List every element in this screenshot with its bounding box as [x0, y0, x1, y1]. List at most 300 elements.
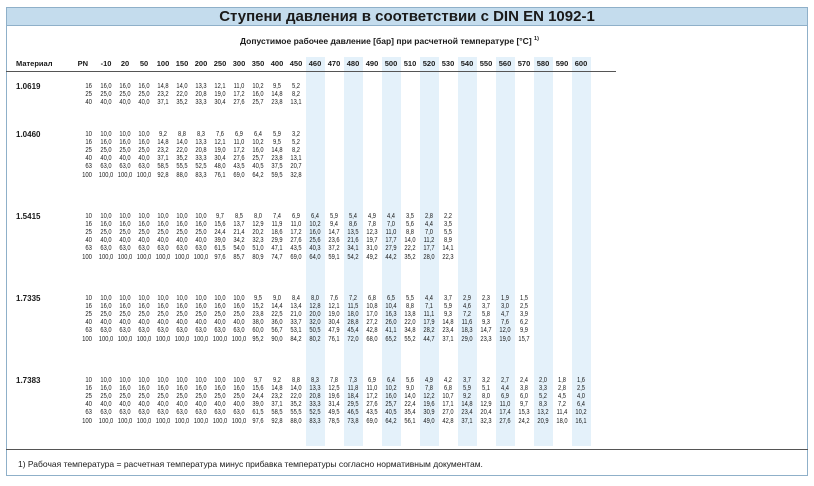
pressure-value: 10,0: [157, 377, 169, 384]
pressure-value: 37,1: [271, 401, 283, 409]
pressure-value: 34,1: [347, 245, 359, 253]
pressure-value: 97,6: [252, 417, 264, 425]
pressure-value: 4,9: [425, 377, 433, 384]
pressure-value: 18,6: [271, 229, 283, 237]
pressure-value: 16,0: [195, 221, 207, 229]
pressure-value: 33,7: [290, 319, 302, 327]
pressure-value: 12,3: [366, 229, 378, 237]
pressure-value: 61,5: [214, 245, 226, 253]
pressure-value: 4,4: [425, 295, 433, 302]
pressure-value: 100,0: [98, 171, 114, 179]
pressure-value: 95,2: [252, 335, 264, 343]
pressure-value: 40,0: [233, 401, 245, 409]
header-temp: 470: [327, 59, 341, 68]
pn-value: 100: [82, 253, 92, 261]
pressure-value: 9,2: [463, 393, 471, 401]
header-temp: 570: [517, 59, 531, 68]
pressure-value: 7,4: [273, 213, 281, 220]
pressure-value: 7,0: [387, 221, 395, 229]
pressure-value: 8,2: [292, 147, 300, 155]
pressure-value: 11,0: [499, 401, 511, 409]
pressure-value: 10,0: [176, 377, 188, 384]
pressure-value: 13,2: [537, 409, 549, 417]
pressure-value: 19,0: [214, 147, 226, 155]
pressure-value: 10,0: [157, 213, 169, 220]
pressure-value: 8,5: [235, 213, 243, 220]
pressure-value: 7,2: [463, 311, 471, 319]
pressure-value: 40,0: [138, 155, 150, 163]
pressure-value: 63,0: [119, 327, 131, 335]
pressure-value: 39,0: [214, 237, 226, 245]
pressure-value: 9,0: [273, 295, 281, 302]
pressure-value: 36,0: [271, 319, 283, 327]
pressure-value: 7,8: [368, 221, 376, 229]
pn-value: 10: [85, 131, 92, 138]
pressure-value: 6,4: [387, 377, 395, 384]
pressure-value: 10,0: [119, 295, 131, 302]
pressure-value: 16,0: [195, 303, 207, 311]
pressure-value: 25,7: [252, 155, 264, 163]
pressure-value: 30,4: [328, 319, 340, 327]
pressure-value: 3,5: [444, 221, 452, 229]
pressure-value: 10,0: [176, 213, 188, 220]
pn-value: 16: [85, 303, 92, 311]
header-temp: 560: [498, 59, 512, 68]
pressure-value: 2,5: [577, 385, 585, 393]
pressure-value: 30,4: [214, 99, 226, 107]
pressure-value: 6,0: [520, 393, 528, 401]
pressure-value: 42,8: [442, 417, 454, 425]
pressure-value: 40,0: [100, 401, 112, 409]
pressure-value: 76,1: [214, 171, 226, 179]
pressure-value: 14,0: [290, 385, 302, 393]
pn-value: 10: [85, 295, 92, 302]
header-temp: 530: [441, 59, 455, 68]
pressure-value: 12,0: [499, 327, 511, 335]
pn-value: 63: [85, 409, 92, 417]
material-label: 1.5415: [16, 212, 41, 221]
pressure-value: 18,0: [556, 417, 568, 425]
pressure-value: 100,0: [212, 335, 228, 343]
pressure-value: 63,0: [138, 409, 150, 417]
pressure-value: 40,0: [100, 155, 112, 163]
pressure-value: 12,1: [328, 303, 340, 311]
pressure-value: 10,0: [233, 295, 245, 302]
pressure-value: 10,0: [195, 377, 207, 384]
pressure-value: 16,0: [157, 385, 169, 393]
pressure-value: 80,9: [252, 253, 264, 261]
pn-value: 25: [85, 311, 92, 319]
header-temp: 490: [365, 59, 379, 68]
pressure-value: 28,8: [347, 319, 359, 327]
pressure-value: 5,2: [539, 393, 547, 401]
pressure-value: 5,5: [406, 295, 414, 302]
pressure-value: 27,9: [385, 245, 397, 253]
pressure-value: 14,0: [404, 237, 416, 245]
pressure-value: 16,1: [575, 417, 587, 425]
pressure-value: 9,5: [273, 83, 281, 90]
pressure-value: 16,0: [119, 83, 131, 90]
pressure-value: 10,0: [119, 213, 131, 220]
pressure-value: 7,1: [425, 303, 433, 311]
pressure-value: 4,2: [444, 377, 452, 384]
pressure-value: 12,2: [423, 393, 435, 401]
pressure-value: 100,0: [174, 417, 190, 425]
pressure-value: 85,7: [233, 253, 245, 261]
pressure-value: 19,7: [366, 237, 378, 245]
pressure-value: 8,2: [292, 91, 300, 99]
pressure-value: 23,6: [328, 237, 340, 245]
pressure-value: 9,5: [273, 139, 281, 147]
pressure-value: 54,2: [347, 253, 359, 261]
pressure-value: 40,0: [138, 99, 150, 107]
pressure-value: 52,5: [309, 409, 321, 417]
pn-value: 100: [82, 171, 92, 179]
pressure-value: 23,8: [271, 155, 283, 163]
pressure-value: 9,2: [159, 131, 167, 138]
pressure-value: 23,8: [271, 99, 283, 107]
pressure-value: 35,2: [176, 155, 188, 163]
pressure-value: 25,0: [195, 393, 207, 401]
pn-value: 40: [85, 319, 92, 327]
pressure-value: 10,0: [195, 295, 207, 302]
pressure-value: 40,0: [157, 401, 169, 409]
pressure-value: 25,0: [157, 311, 169, 319]
pressure-value: 11,0: [385, 229, 397, 237]
pressure-value: 8,4: [292, 295, 300, 302]
pressure-value: 16,0: [176, 303, 188, 311]
pressure-value: 38,0: [252, 319, 264, 327]
pressure-value: 63,0: [176, 327, 188, 335]
pressure-value: 10,0: [119, 377, 131, 384]
header-temp: 50: [139, 59, 149, 68]
pressure-value: 4,4: [501, 385, 509, 393]
pressure-value: 3,9: [520, 311, 528, 319]
pressure-value: 17,2: [233, 91, 245, 99]
pressure-value: 5,6: [406, 221, 414, 229]
pressure-value: 22,3: [442, 253, 454, 261]
pressure-value: 7,6: [216, 131, 224, 138]
pressure-value: 92,8: [271, 417, 283, 425]
pressure-value: 9,5: [254, 295, 262, 302]
pressure-value: 17,9: [423, 319, 435, 327]
pressure-value: 35,4: [404, 409, 416, 417]
pressure-value: 10,0: [138, 131, 150, 138]
pressure-value: 63,0: [195, 327, 207, 335]
pressure-value: 100,0: [136, 171, 152, 179]
pressure-value: 23,4: [442, 327, 454, 335]
pressure-value: 88,0: [290, 417, 302, 425]
pressure-value: 13,1: [290, 99, 302, 107]
pressure-value: 100,0: [117, 417, 133, 425]
header-temp: 250: [213, 59, 227, 68]
pressure-value: 10,0: [100, 295, 112, 302]
pressure-value: 100,0: [98, 335, 114, 343]
pressure-value: 37,1: [157, 99, 169, 107]
pressure-value: 100,0: [174, 253, 190, 261]
footnote: 1) Рабочая температура = расчетная температура минус прибавка температуры согласно нормативным документам.: [18, 459, 483, 469]
pressure-value: 8,3: [311, 377, 319, 384]
pressure-value: 59,5: [271, 171, 283, 179]
pressure-value: 3,2: [482, 377, 490, 384]
pressure-value: 21,4: [233, 229, 245, 237]
header-temp: 500: [384, 59, 398, 68]
pressure-value: 12,1: [214, 139, 226, 147]
pressure-value: 25,0: [214, 393, 226, 401]
pressure-value: 5,5: [444, 229, 452, 237]
pressure-value: 40,0: [119, 237, 131, 245]
pressure-value: 13,4: [290, 303, 302, 311]
pressure-value: 41,1: [385, 327, 397, 335]
pressure-value: 40,0: [100, 237, 112, 245]
pressure-value: 14,4: [271, 303, 283, 311]
pressure-value: 25,0: [119, 91, 131, 99]
pn-value: 40: [85, 155, 92, 163]
pressure-value: 63,0: [195, 245, 207, 253]
pressure-value: 60,0: [252, 327, 264, 335]
pressure-value: 16,0: [195, 385, 207, 393]
pressure-value: 6,5: [387, 295, 395, 302]
pressure-value: 15,3: [518, 409, 530, 417]
pressure-value: 2,0: [539, 377, 547, 384]
pressure-value: 100,0: [193, 253, 209, 261]
pressure-value: 63,0: [119, 409, 131, 417]
pressure-value: 11,4: [556, 409, 568, 417]
pn-value: 16: [85, 221, 92, 229]
pressure-value: 17,2: [366, 393, 378, 401]
pressure-value: 2,8: [558, 385, 566, 393]
pn-value: 63: [85, 163, 92, 171]
pressure-value: 40,0: [157, 237, 169, 245]
pressure-value: 59,1: [328, 253, 340, 261]
pressure-value: 2,2: [444, 213, 452, 220]
pressure-value: 13,7: [233, 221, 245, 229]
pressure-value: 42,8: [366, 327, 378, 335]
pressure-value: 10,0: [100, 131, 112, 138]
pressure-value: 63,0: [214, 409, 226, 417]
pressure-value: 16,3: [385, 311, 397, 319]
pressure-value: 16,0: [252, 91, 264, 99]
material-label: 1.0619: [16, 82, 41, 91]
pressure-value: 13,3: [195, 83, 207, 90]
pressure-value: 72,0: [347, 335, 359, 343]
pressure-value: 46,5: [347, 409, 359, 417]
pressure-value: 20,2: [252, 229, 264, 237]
pressure-value: 40,0: [138, 319, 150, 327]
pressure-value: 8,8: [178, 131, 186, 138]
pressure-value: 83,3: [309, 417, 321, 425]
pressure-value: 2,8: [425, 213, 433, 220]
pressure-value: 16,0: [119, 221, 131, 229]
pn-value: 40: [85, 401, 92, 409]
pressure-value: 16,0: [214, 385, 226, 393]
pressure-value: 100,0: [155, 417, 171, 425]
pressure-value: 11,1: [423, 311, 435, 319]
pressure-value: 18,0: [347, 311, 359, 319]
header-temp: 600: [574, 59, 588, 68]
pressure-value: 80,2: [309, 335, 321, 343]
pressure-value: 10,2: [252, 83, 264, 90]
pressure-value: 100,0: [117, 335, 133, 343]
pressure-value: 100,0: [155, 253, 171, 261]
pressure-value: 25,0: [157, 393, 169, 401]
pressure-value: 25,6: [309, 237, 321, 245]
pressure-value: 5,4: [349, 213, 357, 220]
pressure-value: 7,2: [349, 295, 357, 302]
pressure-value: 1,8: [558, 377, 566, 384]
pressure-value: 40,0: [195, 319, 207, 327]
pressure-value: 11,0: [233, 139, 245, 147]
table-subtitle: [240, 35, 640, 47]
pressure-value: 16,0: [119, 385, 131, 393]
pressure-value: 10,0: [100, 377, 112, 384]
pressure-value: 32,0: [309, 319, 321, 327]
pressure-value: 8,0: [254, 213, 262, 220]
pressure-value: 27,6: [290, 237, 302, 245]
pressure-value: 25,0: [138, 147, 150, 155]
pressure-value: 15,6: [252, 385, 264, 393]
pressure-value: 16,0: [138, 83, 150, 90]
subtitle-text: Допустимое рабочее давление [бар] при расчетной температуре [°С]: [240, 36, 532, 46]
pressure-value: 14,1: [442, 245, 454, 253]
pressure-value: 27,0: [442, 409, 454, 417]
pressure-value: 16,0: [138, 303, 150, 311]
pressure-value: 11,5: [347, 303, 359, 311]
pressure-value: 16,0: [138, 139, 150, 147]
pressure-value: 22,0: [176, 91, 188, 99]
pressure-value: 10,8: [366, 303, 378, 311]
header-pn: PN: [77, 59, 88, 68]
pressure-value: 3,7: [482, 303, 490, 311]
pressure-value: 63,0: [100, 163, 112, 171]
pressure-value: 56,7: [271, 327, 283, 335]
pressure-value: 6,4: [254, 131, 262, 138]
pressure-value: 25,0: [195, 311, 207, 319]
pressure-value: 25,0: [119, 147, 131, 155]
pressure-value: 16,0: [138, 385, 150, 393]
header-temp: 590: [555, 59, 569, 68]
pressure-value: 14,8: [271, 147, 283, 155]
pressure-value: 100,0: [193, 335, 209, 343]
pressure-value: 54,0: [233, 245, 245, 253]
pressure-value: 4,0: [577, 393, 585, 401]
pressure-value: 11,2: [423, 237, 435, 245]
pressure-value: 14,0: [404, 393, 416, 401]
pressure-value: 25,0: [138, 393, 150, 401]
pressure-value: 2,7: [501, 377, 509, 384]
pressure-value: 58,5: [157, 163, 169, 171]
pressure-value: 13,3: [195, 139, 207, 147]
pressure-value: 20,8: [195, 147, 207, 155]
pressure-value: 9,4: [330, 221, 338, 229]
pressure-value: 16,0: [138, 221, 150, 229]
pressure-value: 73,8: [347, 417, 359, 425]
pressure-value: 14,8: [157, 139, 169, 147]
pressure-value: 3,7: [444, 295, 452, 302]
pressure-value: 20,4: [480, 409, 492, 417]
pressure-value: 49,5: [328, 409, 340, 417]
pressure-value: 24,4: [252, 393, 264, 401]
pressure-value: 78,5: [328, 417, 340, 425]
pressure-value: 16,0: [100, 303, 112, 311]
pressure-value: 20,8: [309, 393, 321, 401]
material-label: 1.0460: [16, 130, 41, 139]
pressure-value: 9,7: [520, 401, 528, 409]
pressure-value: 15,7: [518, 335, 530, 343]
pressure-value: 27,2: [366, 319, 378, 327]
header-material: Материал: [16, 59, 53, 68]
pressure-value: 15,2: [252, 303, 264, 311]
pressure-value: 11,6: [461, 319, 473, 327]
pressure-value: 49,2: [366, 253, 378, 261]
pressure-value: 5,8: [482, 311, 490, 319]
pressure-value: 100,0: [136, 417, 152, 425]
pn-value: 16: [85, 83, 92, 90]
pressure-value: 13,1: [290, 155, 302, 163]
pressure-value: 32,3: [252, 237, 264, 245]
pressure-value: 37,1: [157, 155, 169, 163]
pressure-value: 14,0: [176, 139, 188, 147]
pressure-value: 9,0: [406, 385, 414, 393]
pressure-value: 25,7: [385, 401, 397, 409]
pressure-value: 55,5: [290, 409, 302, 417]
pressure-value: 11,9: [271, 221, 283, 229]
pressure-value: 5,9: [463, 385, 471, 393]
pressure-value: 13,3: [309, 385, 321, 393]
pressure-value: 29,0: [461, 335, 473, 343]
pressure-value: 10,4: [385, 303, 397, 311]
pressure-value: 6,8: [368, 295, 376, 302]
pressure-value: 63,0: [233, 327, 245, 335]
pressure-value: 25,0: [233, 311, 245, 319]
pressure-value: 24,4: [214, 229, 226, 237]
pressure-value: 16,0: [176, 221, 188, 229]
pressure-value: 45,4: [347, 327, 359, 335]
pn-value: 10: [85, 213, 92, 220]
pressure-value: 2,5: [520, 303, 528, 311]
pressure-value: 25,0: [100, 393, 112, 401]
pressure-value: 4,5: [558, 393, 566, 401]
pressure-value: 22,5: [271, 311, 283, 319]
pressure-value: 20,0: [309, 311, 321, 319]
pressure-value: 6,9: [368, 377, 376, 384]
pressure-value: 32,8: [290, 171, 302, 179]
pressure-value: 10,0: [195, 213, 207, 220]
pressure-value: 33,3: [195, 99, 207, 107]
pressure-value: 40,0: [119, 99, 131, 107]
pressure-value: 90,0: [271, 335, 283, 343]
pressure-value: 16,0: [100, 385, 112, 393]
pressure-value: 25,0: [176, 311, 188, 319]
pressure-value: 17,1: [442, 401, 454, 409]
header-temp: 350: [251, 59, 265, 68]
pressure-value: 63,0: [138, 163, 150, 171]
pressure-value: 29,5: [347, 401, 359, 409]
pressure-value: 16,0: [100, 83, 112, 90]
pressure-value: 30,4: [214, 155, 226, 163]
pressure-value: 97,6: [214, 253, 226, 261]
pressure-value: 10,0: [214, 377, 226, 384]
pressure-value: 19,0: [214, 91, 226, 99]
pressure-value: 16,0: [100, 139, 112, 147]
pressure-value: 12,9: [252, 221, 264, 229]
pressure-value: 9,2: [273, 377, 281, 384]
pressure-value: 40,0: [100, 319, 112, 327]
pressure-value: 40,0: [195, 237, 207, 245]
pressure-value: 51,0: [252, 245, 264, 253]
pn-value: 63: [85, 327, 92, 335]
pressure-value: 1,9: [501, 295, 509, 302]
